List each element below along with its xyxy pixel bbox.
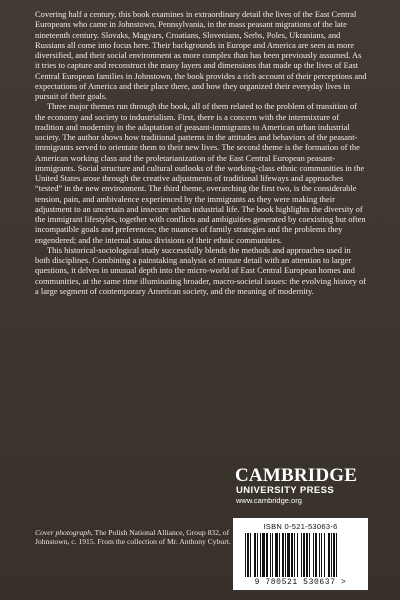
barcode-bar [291,533,293,577]
barcode-bar [331,533,332,577]
publisher-logo [235,466,375,505]
barcode-bar [257,533,258,577]
barcode-bar [324,533,325,577]
barcode-bar [333,533,335,577]
barcode-icon [243,533,358,577]
description-paragraph-1: Covering half a century, this book examines in extraordinary detail the lives of the East Central Europeans who came in Johnstown, Pennsylvania, in the mass peasant migrations of the late nineteenth century. Slovaks, Magyars, Croatians, Slovenians, Serbs, Poles, Ukranians, and Russians all come into focus here. Their backgrounds in Europe and America are seen as more diversified, and their social environment as more complex than has been previously assumed. As it tries to capture and reconstruct the many layers and dimensions that made up the lives of East Central European families in Johnstown, the book provides a rich account of their perceptions and expectations of America and their place there, and how they organized their everyday lives in pursuit of their goals. [35,9,367,101]
cover-credit-label: Cover photograph, [35,528,93,537]
barcode-bar [313,533,314,577]
barcode-bar [245,533,246,577]
barcode-bar [306,533,308,577]
description-paragraph-3: This historical-sociological study successfully blends the methods and approaches used in both disciplines. Combining a painstaking analysis of minute detail with an attention to larger questions, it delves in unusual depth into the micro-world of East Central European homes and communities, at the same time illuminating broader, macro-societal issues: the evolving history of a large segment of contemporary American society, and the meaning of modernity. [35,244,366,296]
barcode-bar [250,533,251,577]
barcode-bar [247,533,249,577]
book-description [35,9,367,296]
cover-credit-text: The Polish National Alliance, Group 832, of Johnstown, c. 1915. From the collection of Mr. Anthony Cyburt. [35,528,231,547]
barcode-bar [270,533,271,577]
barcode-bar [254,533,256,577]
barcode-bar [294,533,295,577]
barcode-bar [309,533,310,577]
barcode-digits: 9 780521 530637 > [254,578,347,587]
barcode-bar [319,533,320,577]
cover-photo-credit [35,528,240,547]
barcode-bar [303,533,305,577]
barcode-bar [272,533,273,577]
barcode-bar [260,533,261,577]
barcode-bar [285,533,286,577]
barcode-bar [301,533,302,577]
barcode-bar [275,533,278,577]
isbn-label: ISBN 0-521-53063-6 [263,522,338,531]
publisher-url: www.cambridge.org [236,496,302,505]
description-paragraph-2: Three major themes run through the book, all of them related to the problem of transition of the economy and society to industrialism. First, there is a concern with the intermixture of tradition and modernity in the adaptation of peasant-immigrants to American urban industrial society. The author shows how traditional patterns in the attitudes and behaviors of the peasant-immigrants served to orientate them to their new lives. The second theme is the formation of the American working class and the proletarianization of the East Central European peasant-immigrants. Social structure and cultural outlooks of the working-class ethnic communities in the United States arose through the creative adjustments of traditional lifeways and approaches “tested” in the new environment. The third theme, overarching the first two, is the considerable tension, pain, and ambivalence experienced by the immigrants as they were making their adjustment to an uncertain and insecure urban industrial life. The book highlights the diversity of the immigrant lifestyles, together with conflicts and ambiguities generated by coexisting but often incompatible goals and preferences; the nuances of family strategies and the problems they engendered; and the internal status divisions of their ethnic communities. [35,101,366,245]
barcode-bar [287,533,290,577]
barcode-box [233,518,368,590]
barcode-bar [262,533,265,577]
barcode-bar [266,533,268,577]
barcode-bar [315,533,317,577]
publisher-name: CAMBRIDGE [235,465,358,486]
barcode-bar [336,533,337,577]
barcode-bar [282,533,284,577]
barcode-bar [321,533,322,577]
publisher-press: UNIVERSITY PRESS [236,485,335,496]
barcode-bar [279,533,280,577]
barcode-bar [297,533,298,577]
barcode-bar [328,533,330,577]
